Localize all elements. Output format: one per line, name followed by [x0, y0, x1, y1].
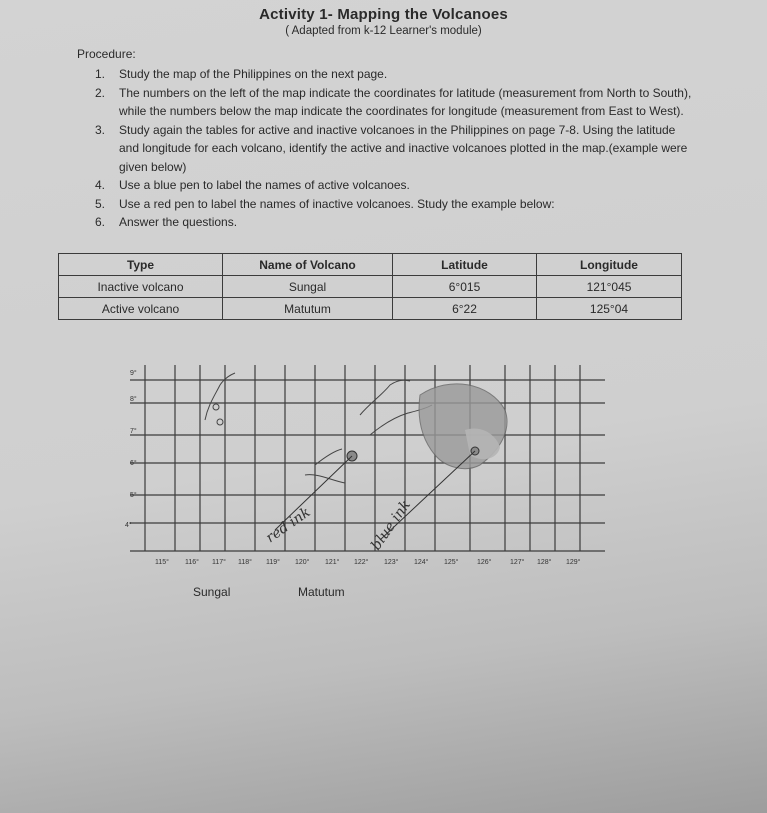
lat-label: 8°	[130, 396, 137, 403]
lat-label: 4°	[125, 522, 132, 529]
procedure-label: Procedure:	[77, 47, 136, 61]
procedure-step: 4. Use a blue pen to label the names of active volcanoes.	[95, 178, 410, 192]
procedure-step: 2. The numbers on the left of the map indicate the coordinates for latitude (measurement from North to South), while the numbers below the map indicate the coordinates for longitude (measurement from East to West).	[95, 85, 692, 118]
lon-label: 129°	[566, 559, 581, 566]
lon-label: 117°	[212, 559, 226, 566]
lon-label: 123°	[384, 559, 399, 566]
lat-label: 5°	[130, 492, 137, 499]
table-header-row	[59, 254, 682, 276]
cell-type: Active volcano	[59, 298, 223, 320]
lat-label: 7°	[130, 428, 137, 435]
procedure-list	[95, 65, 695, 232]
lon-label: 118°	[238, 559, 252, 566]
procedure-step: 1. Study the map of the Philippines on the next page.	[95, 67, 388, 81]
table-row	[59, 276, 682, 298]
cell-type: Inactive volcano	[59, 276, 223, 298]
cell-name: Matutum	[223, 298, 393, 320]
lon-label: 125°	[444, 559, 459, 566]
table-row	[59, 298, 682, 320]
activity-title: Activity 1- Mapping the Volcanoes	[259, 6, 508, 23]
header-latitude: Latitude	[393, 254, 537, 276]
lon-label: 124°	[414, 559, 429, 566]
lon-label: 128°	[537, 559, 552, 566]
blue-ink-note: blue ink	[368, 497, 415, 554]
red-ink-note: red ink	[263, 504, 314, 547]
header-type: Type	[59, 254, 223, 276]
lon-label: 122°	[354, 559, 369, 566]
lon-label: 127°	[510, 559, 525, 566]
lon-label: 116°	[185, 559, 199, 566]
cell-latitude: 6°22	[393, 298, 537, 320]
procedure-step: 3. Study again the tables for active and inactive volcanoes in the Philippines on page 7-8. Using the latitude and longitude for each volcano, identify the active and inactive volcanoes plotted in the map.(example were given below)	[95, 122, 688, 174]
map-gridlines	[130, 365, 605, 554]
lat-label: 9°	[130, 370, 137, 377]
sungal-label: Sungal	[193, 585, 231, 599]
procedure-step: 5. Use a red pen to label the names of inactive volcanoes. Study the example below:	[95, 196, 555, 211]
lon-label: 126°	[477, 559, 492, 566]
cell-longitude: 121°045	[537, 276, 682, 298]
procedure-step: 6. Answer the questions.	[95, 215, 238, 229]
lon-label: 121°	[325, 559, 340, 566]
lon-label: 119°	[266, 559, 280, 566]
philippines-grid-map	[120, 355, 620, 575]
activity-subtitle: ( Adapted from k-12 Learner's module)	[285, 25, 482, 37]
header-name: Name of Volcano	[223, 254, 393, 276]
cell-latitude: 6°015	[393, 276, 537, 298]
lon-label: 120°	[295, 559, 310, 566]
header-longitude: Longitude	[537, 254, 682, 276]
lon-label: 115°	[155, 559, 169, 566]
cell-longitude: 125°04	[537, 298, 682, 320]
volcano-table	[58, 253, 682, 320]
islands	[205, 373, 432, 483]
lat-label: 6°	[130, 460, 137, 467]
cell-name: Sungal	[223, 276, 393, 298]
latitude-labels	[125, 369, 137, 529]
longitude-labels	[155, 558, 581, 566]
matutum-label: Matutum	[298, 585, 345, 599]
